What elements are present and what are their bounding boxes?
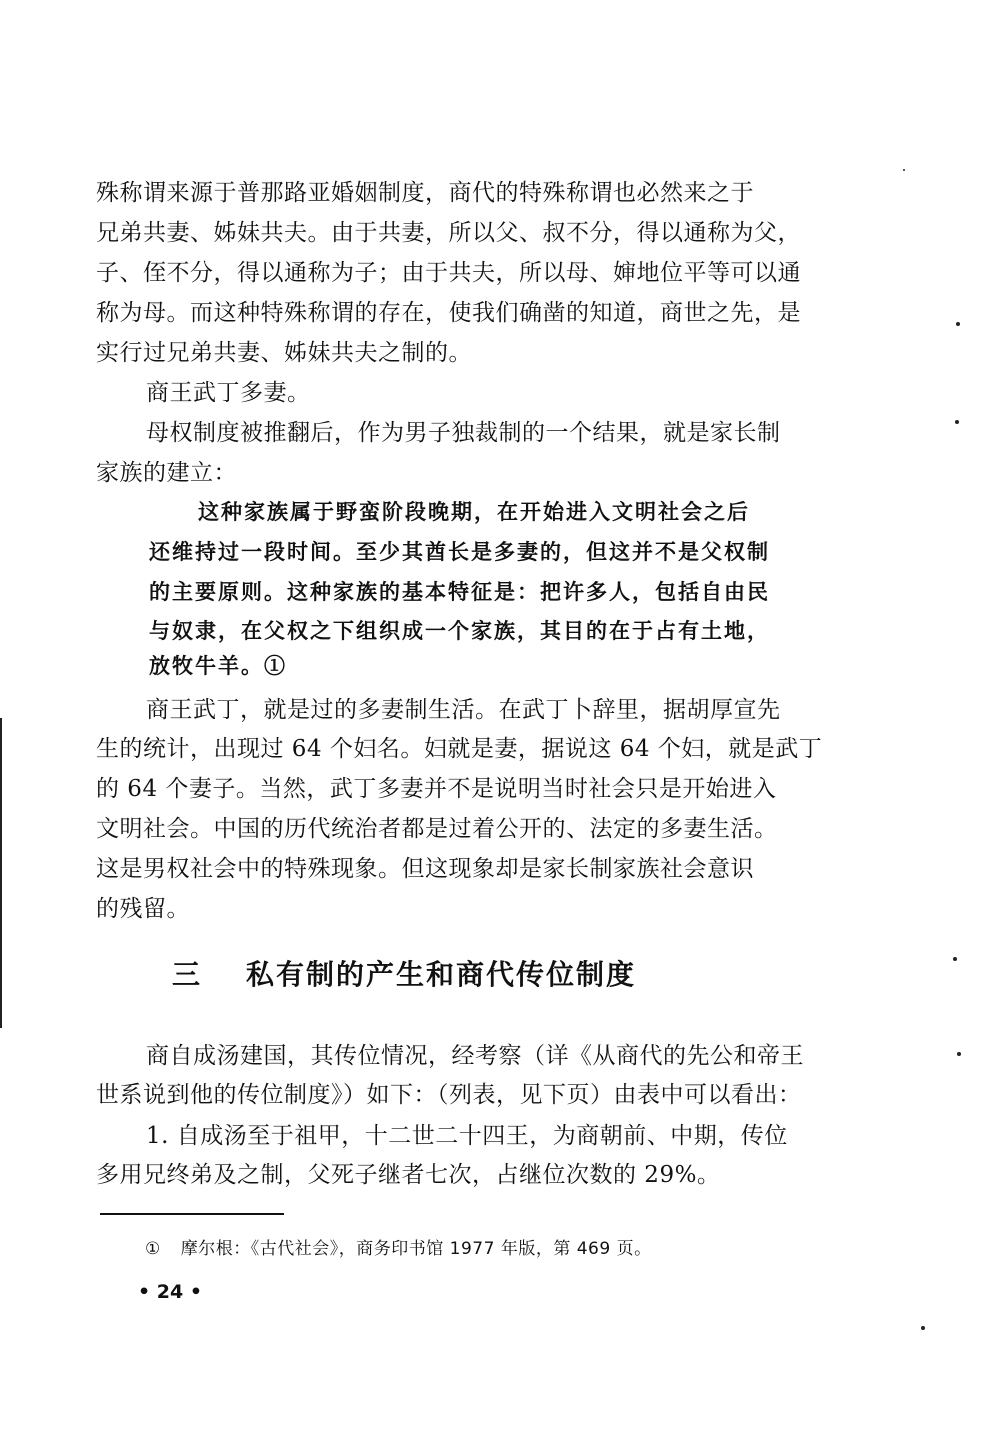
page-number: • 24 • [138, 1281, 202, 1303]
body-line: 文明社会。中国的历代统治者都是过着公开的、法定的多妻生活。 [96, 816, 778, 842]
quote-line: 这种家族属于野蛮阶段晚期，在开始进入文明社会之后 [198, 499, 750, 524]
body-line: 多用兄终弟及之制，父死子继者七次，占继位次数的 29%。 [96, 1162, 721, 1188]
body-line: 兄弟共妻、姊妹共夫。由于共妻，所以父、叔不分，得以通称为父， [96, 220, 801, 246]
body-line: 商王武丁，就是过的多妻制生活。在武丁卜辞里，据胡厚宣先 [146, 697, 781, 723]
body-line: 家族的建立： [96, 460, 237, 486]
footnote-text: 摩尔根：《古代社会》，商务印书馆 1977 年版，第 469 页。 [180, 1239, 652, 1259]
body-line: 这是男权社会中的特殊现象。但这现象却是家长制家族社会意识 [96, 856, 754, 882]
body-line: 生的统计，出现过 64 个妇名。妇就是妻，据说这 64 个妇，就是武丁 [96, 736, 823, 762]
body-line: 商自成汤建国，其传位情况，经考察（详《从商代的先公和帝王 [146, 1043, 804, 1069]
footnote [145, 1237, 652, 1261]
body-line: 子、侄不分，得以通称为子；由于共夫，所以母、婶地位平等可以通 [96, 260, 801, 286]
body-line: 的残留。 [96, 896, 190, 922]
scan-speck [957, 1052, 961, 1056]
body-line: 称为母。而这种特殊称谓的存在，使我们确凿的知道，商世之先，是 [96, 300, 801, 326]
section-heading [172, 957, 636, 993]
scan-edge-mark [0, 718, 2, 1028]
section-number: 三 [172, 958, 203, 991]
quote-line: 的主要原则。这种家族的基本特征是：把许多人，包括自由民 [149, 579, 770, 604]
footnote-marker: ① [145, 1239, 161, 1259]
body-line: 的 64 个妻子。当然，武丁多妻并不是说明当时社会只是开始进入 [96, 776, 777, 802]
body-line: 世系说到他的传位制度》）如下：（列表，见下页）由表中可以看出： [96, 1082, 802, 1108]
body-line: 实行过兄弟共妻、姊妹共夫之制的。 [96, 340, 472, 366]
quote-line: 放牧牛羊。① [149, 653, 287, 678]
quote-line: 与奴隶，在父权之下组织成一个家族，其目的在于占有土地， [149, 618, 770, 643]
scan-speck [903, 169, 905, 171]
footnote-rule [100, 1213, 284, 1215]
body-line: 商王武丁多妻。 [146, 380, 311, 406]
scan-speck [956, 322, 960, 326]
quote-line: 还维持过一段时间。至少其酋长是多妻的，但这并不是父权制 [149, 539, 770, 564]
scan-speck [955, 420, 959, 424]
section-title: 私有制的产生和商代传位制度 [246, 958, 637, 991]
scan-speck [953, 957, 957, 961]
body-line: 母权制度被推翻后，作为男子独裁制的一个结果，就是家长制 [146, 420, 781, 446]
body-line: 1. 自成汤至于祖甲，十二世二十四王，为商朝前、中期，传位 [146, 1123, 788, 1149]
body-line: 殊称谓来源于普那路亚婚姻制度，商代的特殊称谓也必然来之于 [96, 180, 754, 206]
scan-speck [921, 1326, 925, 1330]
